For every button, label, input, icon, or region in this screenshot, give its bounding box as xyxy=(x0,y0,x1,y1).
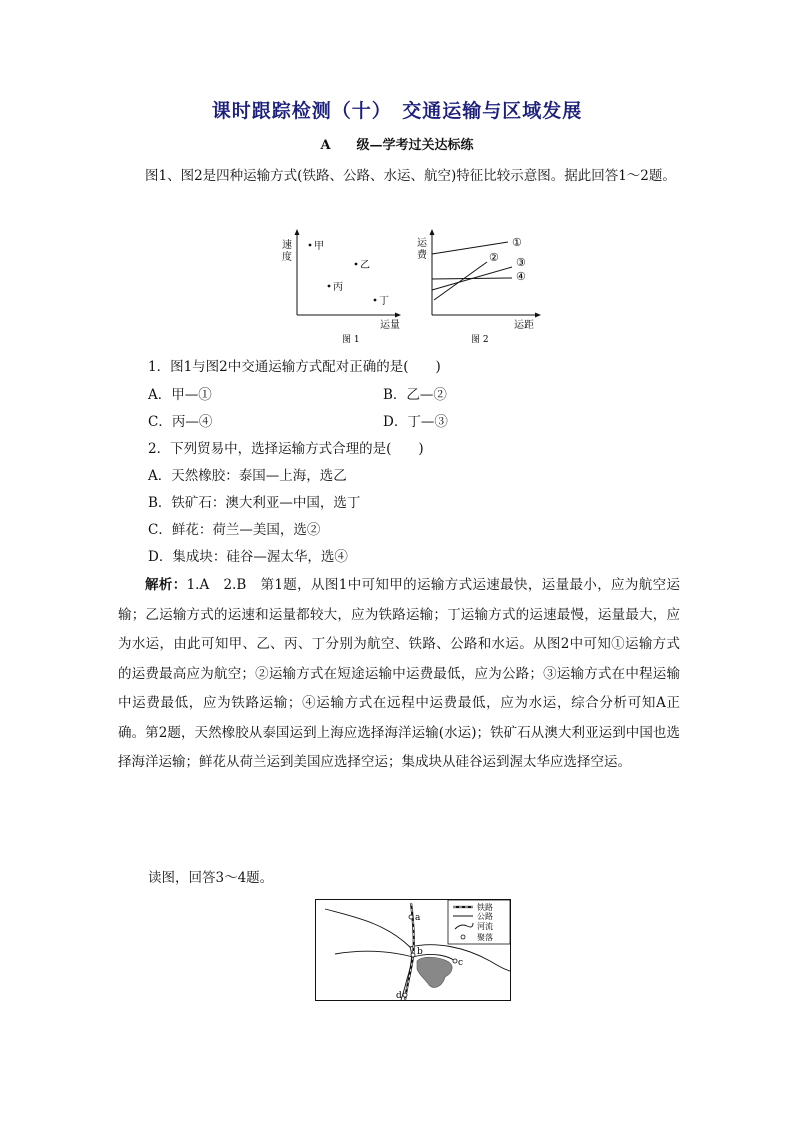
q1-stem: 1．图1与图2中交通运输方式配对正确的是( ) xyxy=(148,359,441,375)
fig1-ylabel-2: 度 xyxy=(282,252,292,263)
fig2-xlabel: 运距 xyxy=(514,320,534,331)
settlement-b xyxy=(411,953,415,957)
analysis-text: 第1题，从图1中可知甲的运输方式运速最快，运量最小，应为航空运输；乙运输方式的运速和运量都较大，应为铁路运输；丁运输方式的运速最慢，运量最大，应为水运，由此可知甲、乙、丙、丁分别为航空、铁路、公路和水运。从图2中可知①运输方式的运费最高应为航空；②运输方式在短途运输中运费最低，应为公路；③运输方式在中程运输中运费最低，应为铁路运输；④运输方式在远程中运费最低，应为水运，综合分析可知A正确。第2题，天然橡胶从泰国运到上海应选择海洋运输(水运)；铁矿石从澳大利亚运到中国也选择海洋运输；鲜花从荷兰运到美国应选择空运；集成块从硅谷运到渥太华应选择空运。 xyxy=(118,577,681,770)
q1-option-a[interactable]: A．甲—① xyxy=(148,387,212,403)
settlement-d-label: d xyxy=(396,991,402,1001)
read-map-prompt: 读图，回答3～4题。 xyxy=(148,870,274,886)
q2-option-c[interactable]: C．鲜花：荷兰—美国，选② xyxy=(148,522,321,538)
transport-figures xyxy=(270,228,560,346)
legend-settlement-symbol xyxy=(461,935,465,939)
settlement-c xyxy=(453,959,457,963)
point-jia-dot xyxy=(309,244,312,247)
fig2-ylabel-1: 运 xyxy=(417,238,427,249)
q1-option-b[interactable]: B．乙—② xyxy=(383,387,447,403)
point-jia-label: 甲 xyxy=(314,241,324,252)
settlement-b-label: b xyxy=(417,947,423,957)
intro-paragraph: 图1、图2是四种运输方式(铁路、公路、水运、航空)特征比较示意图。据此回答1～2题。 xyxy=(145,168,676,184)
point-yi-label: 乙 xyxy=(360,260,370,271)
line-2-road xyxy=(434,262,487,300)
legend-river-label: 河流 xyxy=(477,922,493,931)
settlement-c-label: c xyxy=(458,958,464,968)
fig1-caption: 图 1 xyxy=(342,335,360,345)
q2-stem: 2．下列贸易中，选择运输方式合理的是( ) xyxy=(148,441,424,457)
q2-option-d[interactable]: D．集成块：硅谷—渥太华，选④ xyxy=(148,549,348,565)
settlement-d xyxy=(403,993,407,997)
fig2-ylabel-2: 费 xyxy=(417,250,427,261)
settlement-a xyxy=(409,915,413,919)
line-3-label: ③ xyxy=(516,256,526,269)
point-yi-dot xyxy=(355,263,358,266)
line-2-label: ② xyxy=(489,251,499,264)
analysis-label: 解析： xyxy=(145,577,187,593)
q1-option-d[interactable]: D．丁—③ xyxy=(383,414,448,430)
region-map xyxy=(315,899,511,1002)
line-4-label: ④ xyxy=(516,270,526,283)
analysis-answers: 1.A 2.B xyxy=(186,577,261,593)
point-bing-label: 丙 xyxy=(333,282,343,293)
q2-option-b[interactable]: B．铁矿石：澳大利亚—中国，选丁 xyxy=(148,495,361,511)
fig1-ylabel-1: 速 xyxy=(282,240,292,251)
fig2-caption: 图 2 xyxy=(471,335,489,345)
point-bing-dot xyxy=(328,285,331,288)
legend-settlement-label: 聚落 xyxy=(477,933,493,942)
line-4-water xyxy=(432,278,512,279)
point-ding-dot xyxy=(374,299,377,302)
legend-rail-label: 铁路 xyxy=(477,903,493,912)
q1-option-c[interactable]: C．丙—④ xyxy=(148,414,213,430)
analysis-paragraph xyxy=(118,571,680,778)
settlement-a-label: a xyxy=(415,913,421,923)
q2-option-a[interactable]: A．天然橡胶：泰国—上海，选乙 xyxy=(148,468,347,484)
page-title: 课时跟踪检测（十） 交通运输与区域发展 xyxy=(211,100,583,122)
fig1-xlabel: 运量 xyxy=(380,320,400,331)
legend-road-label: 公路 xyxy=(477,912,493,921)
section-subtitle: A 级—学考过关达标练 xyxy=(320,138,474,153)
point-ding-label: 丁 xyxy=(379,296,389,307)
line-1-label: ① xyxy=(512,236,522,249)
